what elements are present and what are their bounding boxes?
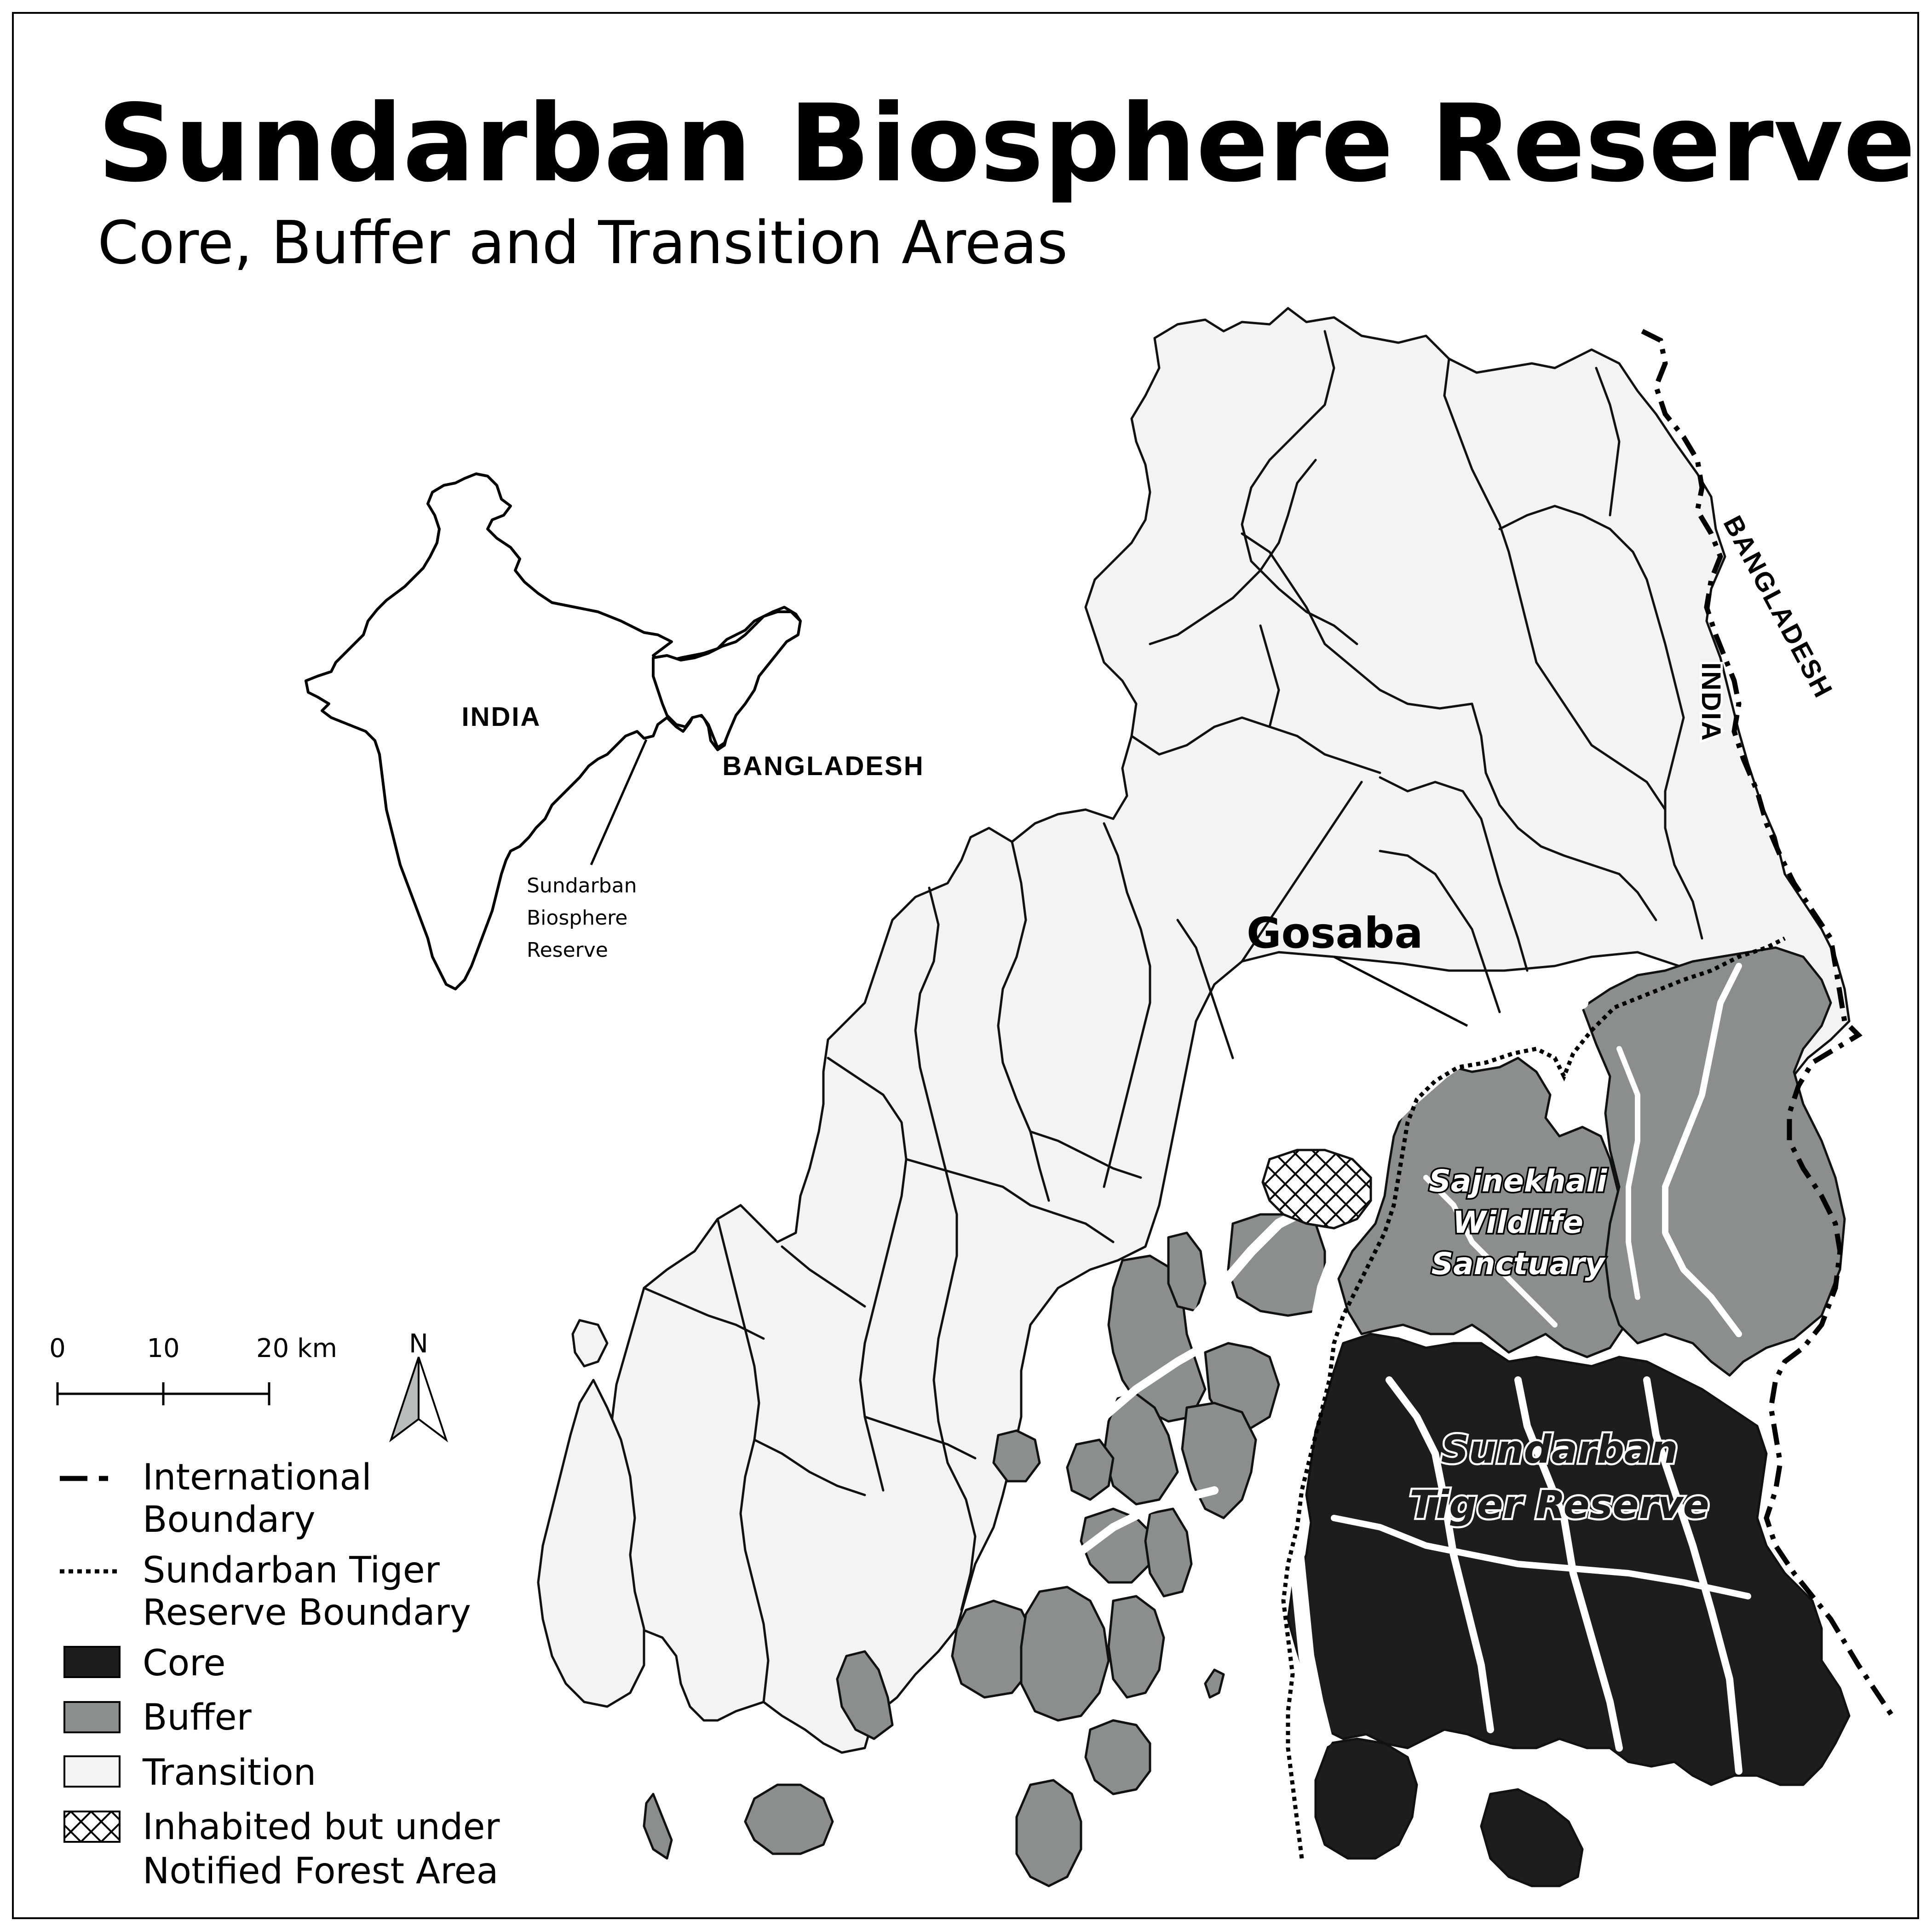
legend-item-transition [64,1752,316,1794]
buffer-islet-10 [994,1431,1040,1481]
legend-item-core [64,1643,226,1684]
buffer-islet-6 [1182,1403,1256,1518]
legend-item-international [60,1457,372,1541]
legend-item-tiger-boundary [60,1550,471,1633]
legend-swatch-buffer [64,1702,120,1732]
buffer-islet-17 [745,1785,833,1854]
inset-india-label: INDIA [461,702,541,732]
border-label-bangladesh: BANGLADESH [1717,511,1839,703]
core-south-island-1 [1316,1739,1417,1858]
legend-tiger-line1: Sundarban Tiger [143,1550,440,1591]
border-label-bangladesh-group [1718,511,1839,703]
sajnekhali-label [1429,1163,1607,1282]
legend-international-line1: International [143,1457,372,1498]
core-south-island-2 [1481,1789,1582,1886]
legend-swatch-inhabited [64,1811,120,1842]
legend-item-inhabited [64,1806,500,1892]
buffer-islet-3 [1168,1233,1205,1311]
legend-item-buffer [64,1697,252,1738]
scale-bar-line [58,1382,269,1405]
core-zone [1288,1334,1849,1886]
scale-bar [49,1334,337,1405]
legend-swatch-core [64,1647,120,1677]
transition-small-islet [573,1320,607,1366]
map-subtitle: Core, Buffer and Transition Areas [98,209,1068,277]
buffer-islet-19 [1205,1670,1224,1697]
scale-tick-10: 10 [147,1334,180,1363]
buffer-islet-14 [1017,1780,1081,1886]
inset-india-map [306,474,925,989]
legend-swatch-transition [64,1756,120,1787]
inset-callout-line1: Sundarban [527,874,637,897]
border-label-india: INDIA [1696,662,1726,742]
buffer-islet-15 [1086,1720,1150,1794]
tiger-reserve-label-line1: Sundarban [1441,1427,1678,1472]
north-arrow-label: N [409,1329,428,1359]
legend [60,1457,500,1892]
north-arrow-left [391,1357,419,1440]
map-title: Sundarban Biosphere Reserve [98,81,1916,206]
legend-core-label: Core [143,1643,226,1684]
sajnekhali-label-line2: Wildlife [1452,1205,1584,1240]
north-arrow [391,1329,446,1440]
legend-transition-label: Transition [143,1752,316,1794]
inset-bangladesh-label: BANGLADESH [722,751,925,781]
gosaba-label: Gosaba [1247,908,1423,958]
legend-buffer-label: Buffer [143,1697,252,1738]
legend-inhabited-line2: Notified Forest Area [143,1851,499,1892]
buffer-islet-12 [1021,1587,1109,1720]
tiger-reserve-label-line2: Tiger Reserve [1409,1482,1709,1527]
sajnekhali-label-line1: Sajnekhali [1429,1163,1607,1199]
border-label-india-group [1696,662,1726,742]
legend-inhabited-line1: Inhabited but under [143,1806,500,1848]
scale-tick-20: 20 km [256,1334,338,1363]
inset-callout-line3: Reserve [527,938,608,962]
buffer-islet-9 [1145,1509,1191,1596]
sajnekhali-label-line3: Sanctuary [1431,1246,1605,1282]
legend-international-line2: Boundary [143,1499,316,1541]
north-arrow-right [419,1357,446,1440]
legend-tiger-line2: Reserve Boundary [143,1592,471,1633]
inset-callout-line2: Biosphere [527,906,628,930]
buffer-islet-7 [1067,1440,1113,1500]
scale-tick-0: 0 [49,1334,66,1363]
buffer-islet-13 [1109,1596,1164,1697]
buffer-islet-18 [644,1794,672,1858]
buffer-east-block [1582,948,1845,1375]
